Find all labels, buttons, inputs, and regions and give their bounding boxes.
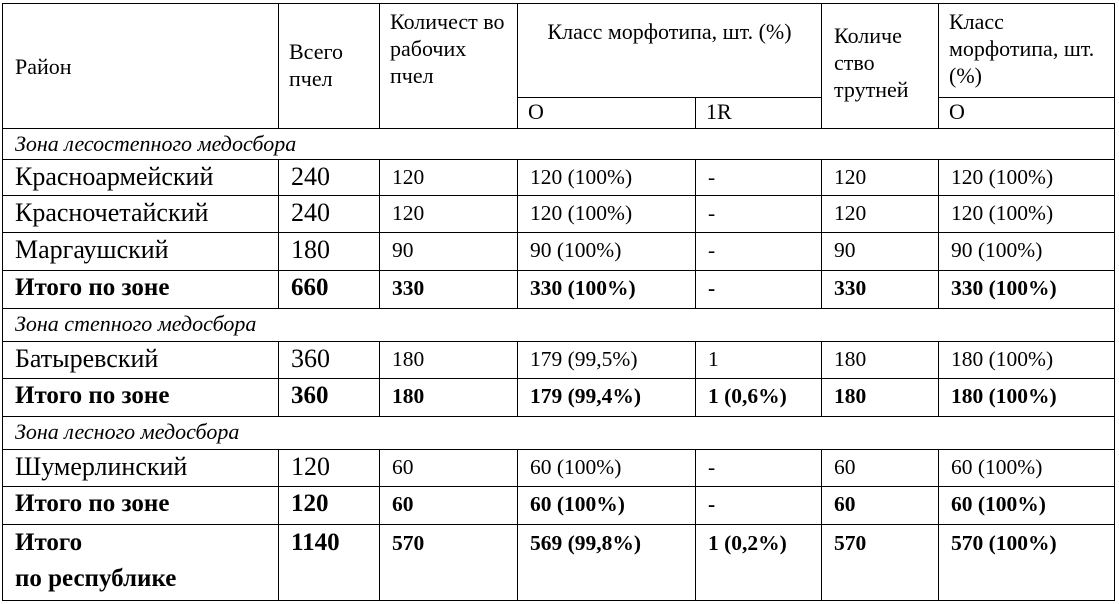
cell-total: 120 <box>279 487 380 525</box>
table-row <box>3 450 1115 487</box>
header-total-bees: Всего пчел <box>279 4 380 129</box>
header-morph-class-drones: Класс морфотипа, шт. (%) <box>939 4 1115 98</box>
cell-workers: 60 <box>380 450 518 487</box>
cell-total: 240 <box>279 160 380 196</box>
cell-total: 660 <box>279 271 380 309</box>
cell-total: 120 <box>279 450 380 487</box>
cell-o: 330 (100%) <box>518 271 696 309</box>
cell-drones-o: 330 (100%) <box>939 271 1115 309</box>
cell-district: Батыревский <box>3 342 279 379</box>
header-sub-o: О <box>518 98 696 129</box>
cell-total: 360 <box>279 342 380 379</box>
cell-workers: 330 <box>380 271 518 309</box>
cell-workers: 60 <box>380 487 518 525</box>
zone-title: Зона лесного медосбора <box>3 417 1115 450</box>
cell-1r: - <box>696 233 822 271</box>
cell-drones-o: 570 (100%) <box>939 525 1115 601</box>
zone-row <box>3 417 1115 450</box>
cell-workers: 90 <box>380 233 518 271</box>
cell-1r: 1 <box>696 342 822 379</box>
cell-drones-o: 60 (100%) <box>939 450 1115 487</box>
cell-district: Итого по зоне <box>3 379 279 417</box>
cell-drones-o: 120 (100%) <box>939 160 1115 196</box>
grand-total-row <box>3 525 1115 601</box>
zone-title: Зона степного медосбора <box>3 309 1115 342</box>
cell-1r: 1 (0,2%) <box>696 525 822 601</box>
cell-1r: - <box>696 487 822 525</box>
header-sub-1r: 1R <box>696 98 822 129</box>
cell-total: 1140 <box>279 525 380 601</box>
cell-district: Красночетайский <box>3 196 279 233</box>
cell-total: 240 <box>279 196 380 233</box>
cell-o: 60 (100%) <box>518 450 696 487</box>
cell-drones: 60 <box>822 487 939 525</box>
cell-1r: - <box>696 160 822 196</box>
header-row <box>3 4 1115 98</box>
zone-title: Зона лесостепного медосбора <box>3 129 1115 160</box>
table-row <box>3 233 1115 271</box>
cell-workers: 120 <box>380 196 518 233</box>
cell-o: 90 (100%) <box>518 233 696 271</box>
cell-district: Шумерлинский <box>3 450 279 487</box>
cell-o: 569 (99,8%) <box>518 525 696 601</box>
morphotype-table <box>2 3 1115 601</box>
cell-district: Маргаушский <box>3 233 279 271</box>
cell-district: Итого по зоне <box>3 271 279 309</box>
header-sub-o-drones: О <box>939 98 1115 129</box>
header-morph-class: Класс морфотипа, шт. (%) <box>518 4 822 98</box>
cell-drones-o: 90 (100%) <box>939 233 1115 271</box>
cell-total: 180 <box>279 233 380 271</box>
zone-total-row <box>3 487 1115 525</box>
cell-workers: 180 <box>380 379 518 417</box>
cell-district: Итого по зоне <box>3 487 279 525</box>
cell-total: 360 <box>279 379 380 417</box>
header-drones-count: Количе ство трутней <box>822 4 939 129</box>
cell-drones: 120 <box>822 196 939 233</box>
cell-1r: - <box>696 450 822 487</box>
cell-drones: 120 <box>822 160 939 196</box>
cell-1r: - <box>696 271 822 309</box>
cell-workers: 570 <box>380 525 518 601</box>
cell-drones-o: 180 (100%) <box>939 342 1115 379</box>
cell-o: 120 (100%) <box>518 196 696 233</box>
cell-drones-o: 60 (100%) <box>939 487 1115 525</box>
zone-row <box>3 129 1115 160</box>
zone-row <box>3 309 1115 342</box>
cell-o: 179 (99,5%) <box>518 342 696 379</box>
cell-drones: 90 <box>822 233 939 271</box>
cell-district: Красноармейский <box>3 160 279 196</box>
table-row <box>3 196 1115 233</box>
table-row <box>3 160 1115 196</box>
cell-o: 179 (99,4%) <box>518 379 696 417</box>
cell-workers: 120 <box>380 160 518 196</box>
zone-total-row <box>3 379 1115 417</box>
cell-workers: 180 <box>380 342 518 379</box>
zone-total-row <box>3 271 1115 309</box>
cell-drones-o: 180 (100%) <box>939 379 1115 417</box>
cell-drones: 180 <box>822 379 939 417</box>
header-district: Район <box>3 4 279 129</box>
cell-drones: 330 <box>822 271 939 309</box>
cell-drones: 570 <box>822 525 939 601</box>
cell-o: 60 (100%) <box>518 487 696 525</box>
cell-drones: 60 <box>822 450 939 487</box>
cell-district <box>3 525 279 601</box>
header-workers-count: Количест во рабочих пчел <box>380 4 518 129</box>
cell-drones: 180 <box>822 342 939 379</box>
cell-drones-o: 120 (100%) <box>939 196 1115 233</box>
table-row <box>3 342 1115 379</box>
cell-1r: 1 (0,6%) <box>696 379 822 417</box>
cell-o: 120 (100%) <box>518 160 696 196</box>
grand-total-label-line1: Итого <box>15 529 83 556</box>
grand-total-label-line2: по республике <box>15 565 177 592</box>
cell-1r: - <box>696 196 822 233</box>
